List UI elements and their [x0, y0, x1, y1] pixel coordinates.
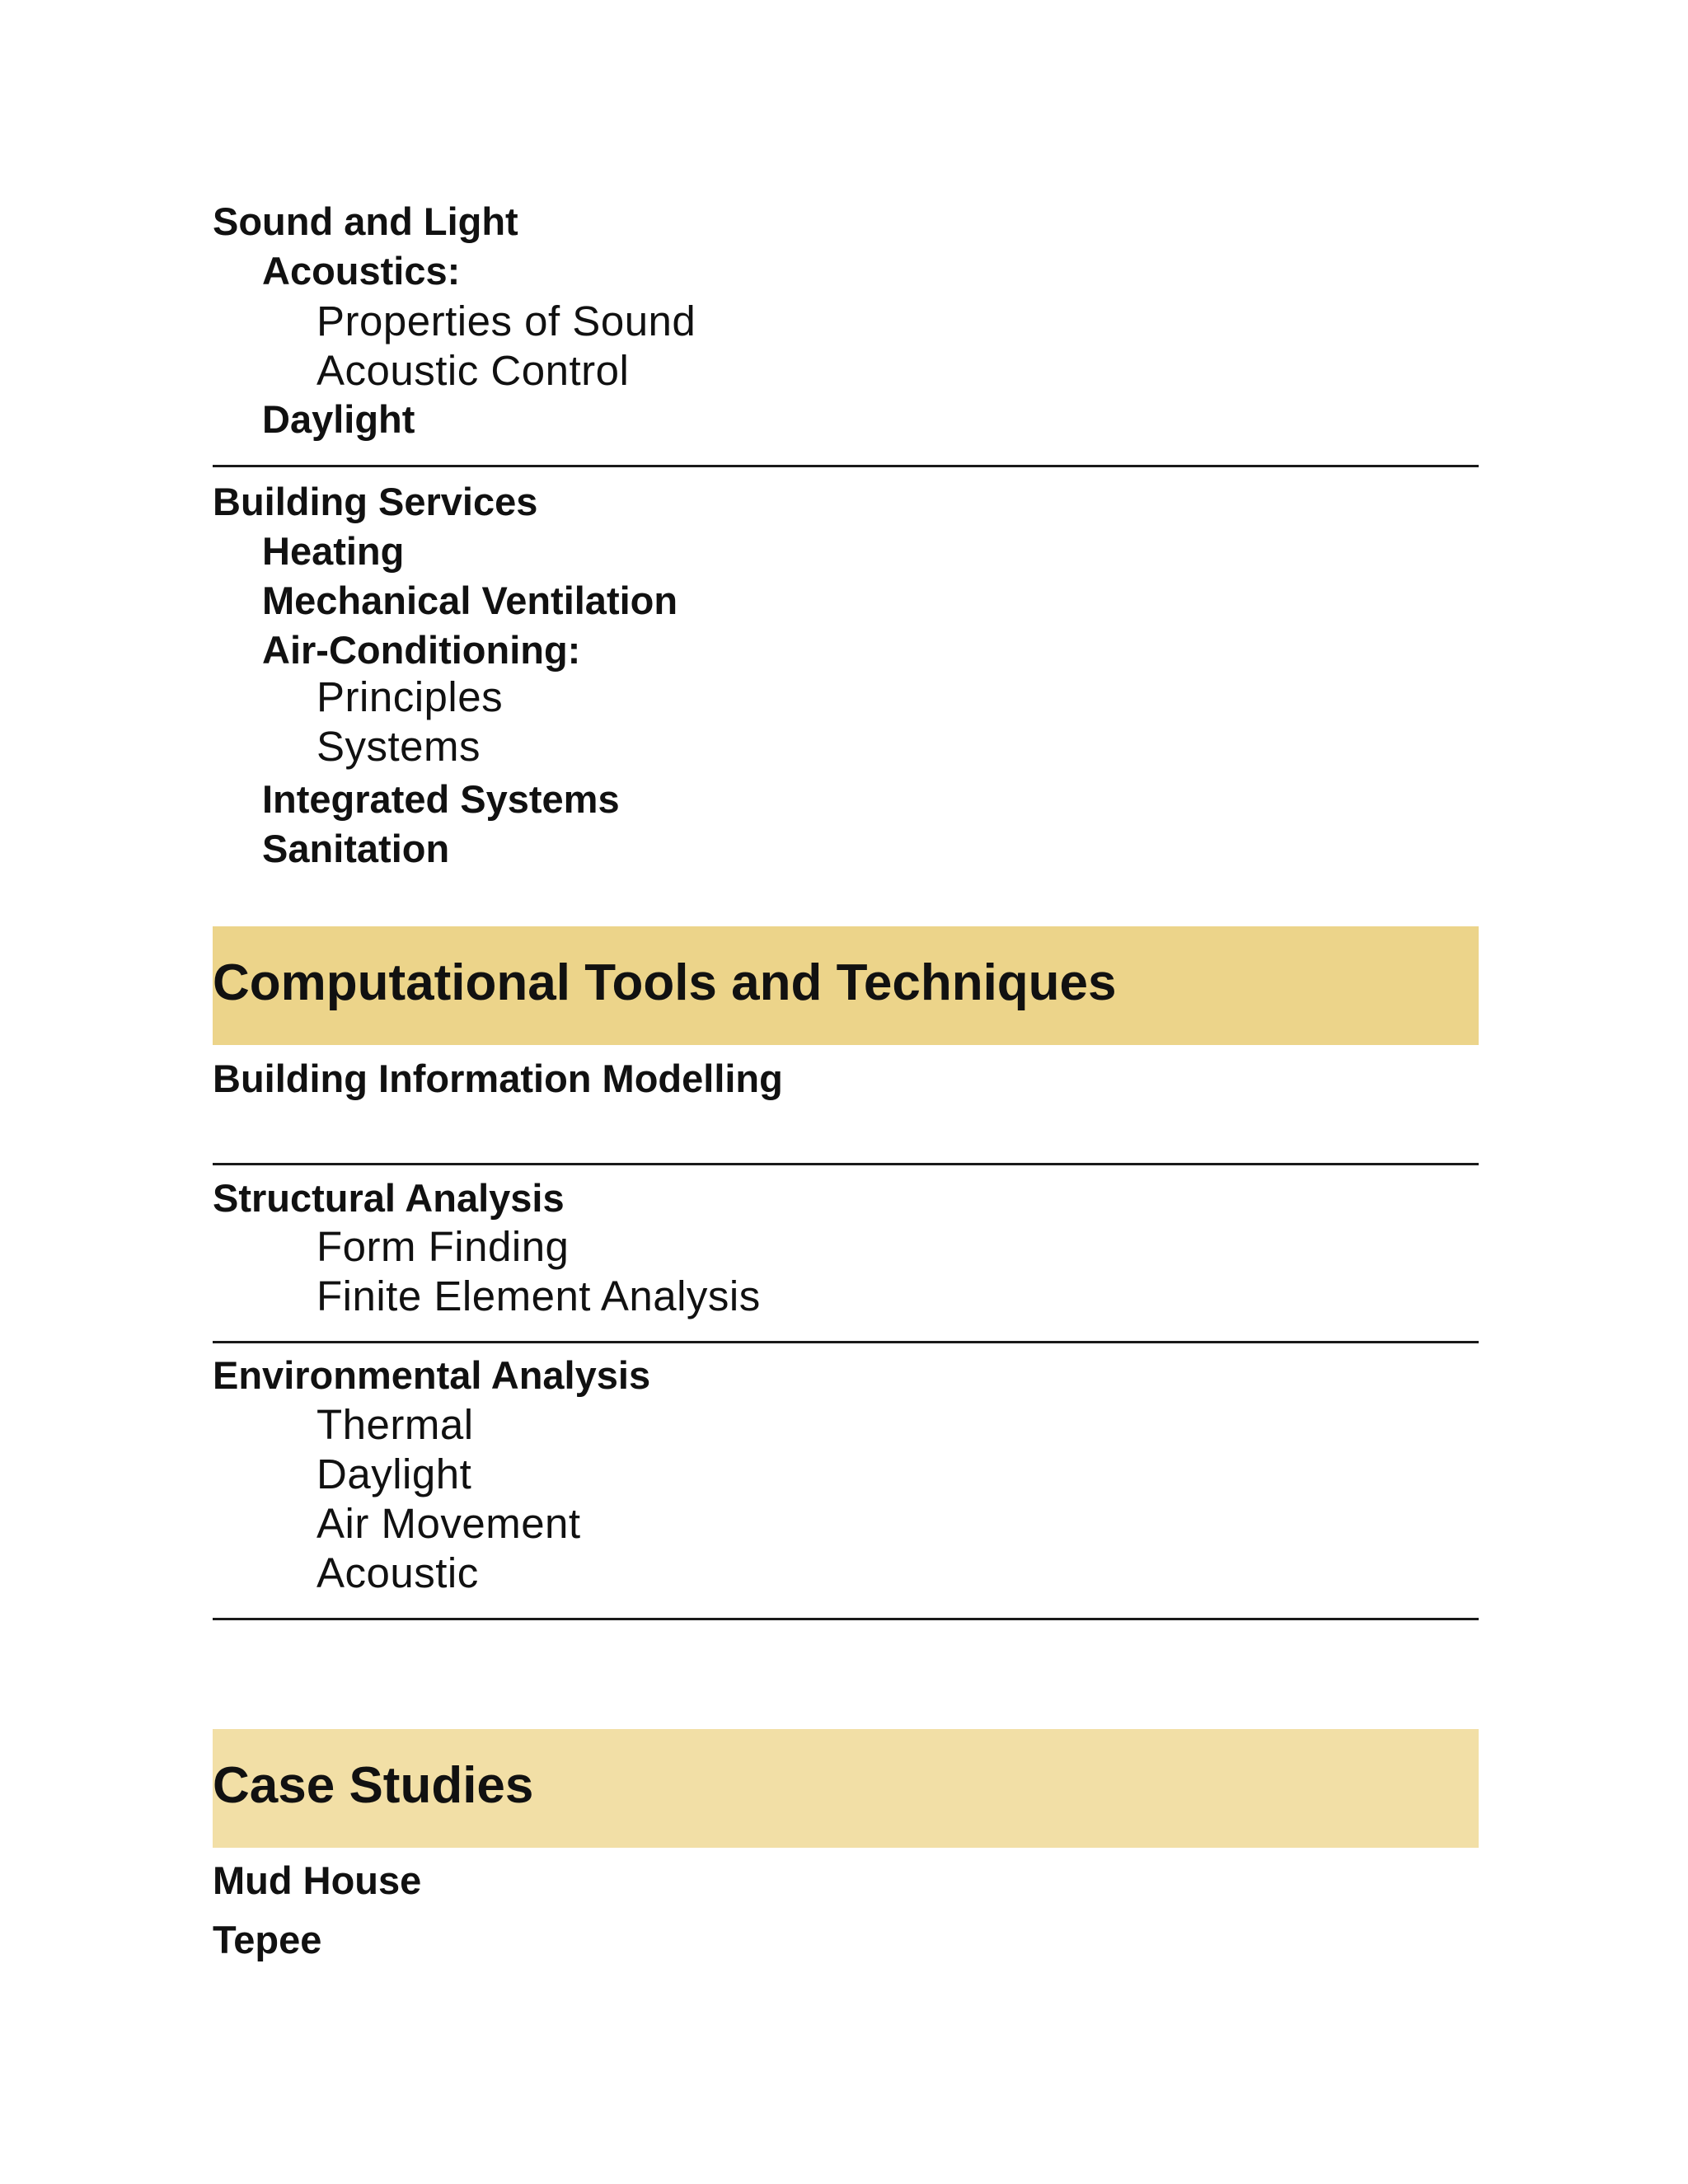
- section-heading-bim: Building Information Modelling: [213, 1057, 783, 1100]
- list-item-acoustic-control: Acoustic Control: [316, 347, 630, 394]
- list-item-systems: Systems: [316, 723, 481, 770]
- list-item-air-movement: Air Movement: [316, 1500, 581, 1547]
- list-item-principles: Principles: [316, 673, 504, 720]
- subheading-sanitation: Sanitation: [262, 827, 450, 870]
- subheading-integrated-systems: Integrated Systems: [262, 777, 620, 821]
- list-item-daylight: Daylight: [316, 1451, 472, 1497]
- chapter-title-computational: Computational Tools and Techniques: [213, 954, 1117, 1011]
- subheading-heating: Heating: [262, 529, 405, 573]
- subheading-mechanical-ventilation: Mechanical Ventilation: [262, 579, 678, 622]
- case-study-mud-house: Mud House: [213, 1858, 422, 1902]
- list-item-acoustic: Acoustic: [316, 1549, 479, 1596]
- list-item-finite-element-analysis: Finite Element Analysis: [316, 1272, 761, 1319]
- section-heading-sound-and-light: Sound and Light: [213, 199, 518, 243]
- section-heading-environmental-analysis: Environmental Analysis: [213, 1353, 651, 1397]
- divider: [213, 1341, 1479, 1343]
- subheading-acoustics: Acoustics:: [262, 249, 461, 293]
- divider: [213, 1618, 1479, 1620]
- section-heading-building-services: Building Services: [213, 480, 538, 523]
- subheading-air-conditioning: Air-Conditioning:: [262, 628, 581, 672]
- subheading-daylight: Daylight: [262, 397, 415, 441]
- chapter-band-case-studies: [213, 1729, 1479, 1848]
- list-item-thermal: Thermal: [316, 1401, 474, 1448]
- chapter-band-computational: [213, 926, 1479, 1045]
- section-heading-structural-analysis: Structural Analysis: [213, 1176, 565, 1220]
- divider: [213, 1163, 1479, 1165]
- list-item-form-finding: Form Finding: [316, 1223, 570, 1270]
- chapter-title-case-studies: Case Studies: [213, 1757, 534, 1814]
- case-study-tepee: Tepee: [213, 1918, 322, 1961]
- list-item-properties-of-sound: Properties of Sound: [316, 298, 696, 344]
- divider: [213, 465, 1479, 467]
